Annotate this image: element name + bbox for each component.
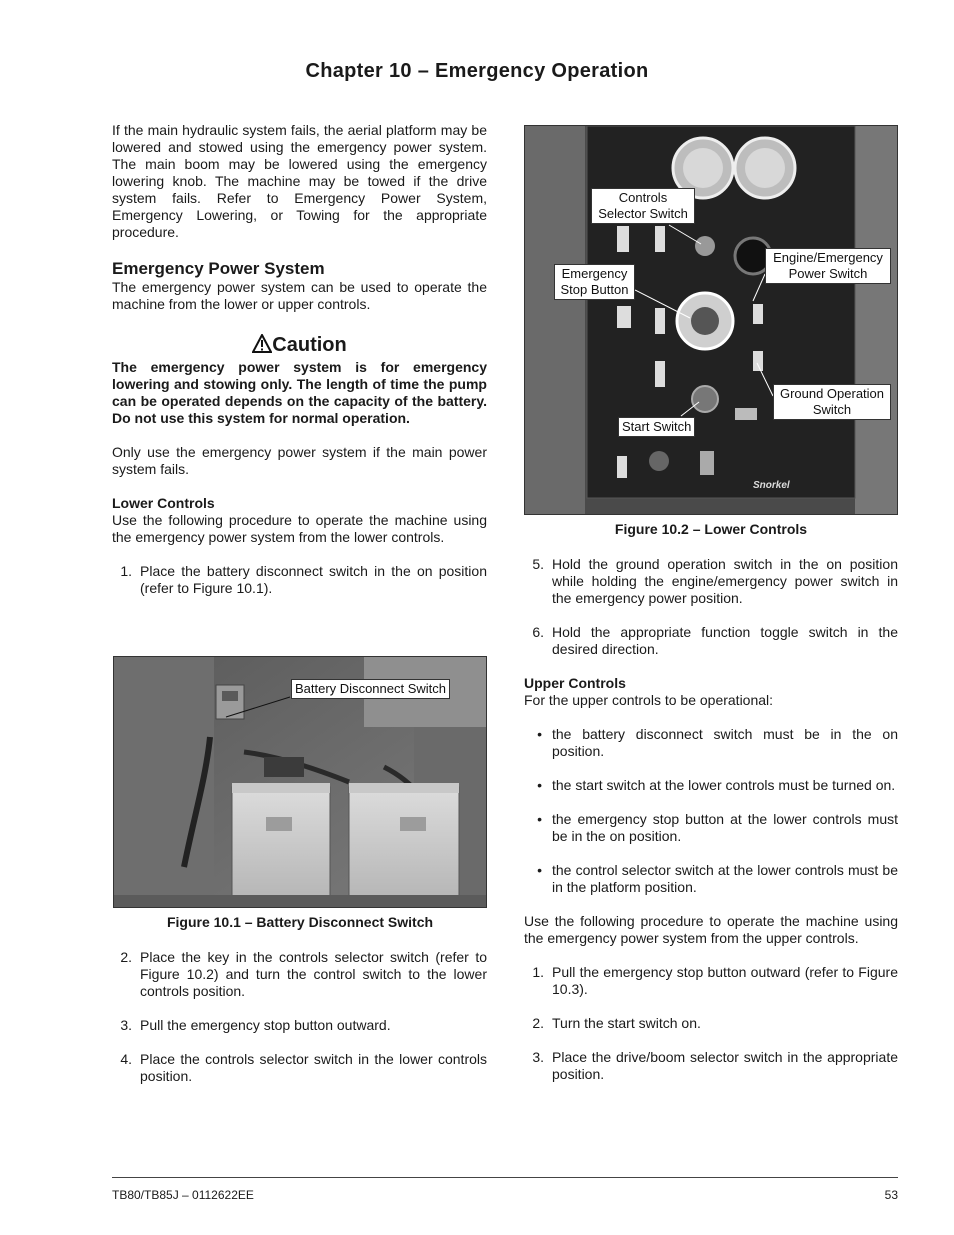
step-text: Turn the start switch on. bbox=[552, 1015, 701, 1031]
list-item bbox=[524, 964, 898, 998]
eps-heading: Emergency Power System bbox=[112, 259, 325, 278]
caution-label: Caution bbox=[272, 334, 347, 356]
snorkel-logo: Snorkel bbox=[753, 480, 790, 491]
step-number: 3. bbox=[532, 1049, 544, 1065]
step-number: 5. bbox=[532, 556, 544, 572]
upper-procedure-paragraph: Use the following procedure to operate the machine using the emergency power system from the upper controls. bbox=[524, 913, 898, 946]
footer-divider bbox=[112, 1177, 898, 1178]
warning-triangle-icon bbox=[252, 334, 272, 359]
list-item bbox=[112, 563, 487, 597]
callout-battery-disconnect: Battery Disconnect Switch bbox=[291, 679, 450, 699]
bullet-text: the battery disconnect switch must be in the on position. bbox=[552, 726, 898, 759]
lower-controls-heading: Lower Controls bbox=[112, 495, 215, 511]
battery-photo bbox=[113, 656, 487, 908]
step-text: Hold the appropriate function toggle switch in the desired direction. bbox=[552, 624, 898, 657]
bullet-text: the control selector switch at the lower controls must be in the platform position. bbox=[552, 862, 898, 895]
figure2-caption: Figure 10.2 – Lower Controls bbox=[614, 521, 808, 537]
figure1-caption: Figure 10.1 – Battery Disconnect Switch bbox=[166, 914, 434, 930]
list-item bbox=[524, 726, 898, 760]
callout-controls-selector: Controls Selector Switch bbox=[591, 188, 695, 224]
step-text: Place the drive/boom selector switch in the appropriate position. bbox=[552, 1049, 898, 1082]
step-text: Place the controls selector switch in the lower controls position. bbox=[140, 1051, 487, 1084]
list-item bbox=[112, 1017, 487, 1034]
lower-controls-photo bbox=[524, 125, 898, 515]
bullet-mark: • bbox=[537, 777, 542, 793]
bullet-mark: • bbox=[537, 862, 542, 878]
list-item bbox=[524, 862, 898, 896]
list-item bbox=[524, 777, 898, 794]
step-number: 1. bbox=[532, 964, 544, 980]
list-item bbox=[524, 811, 898, 845]
bullet-text: the start switch at the lower controls must be turned on. bbox=[552, 777, 896, 793]
callout-emergency-stop: Emergency Stop Button bbox=[554, 264, 635, 300]
eps-paragraph: The emergency power system can be used to operate the machine from the lower or upper controls. bbox=[112, 279, 487, 312]
right-column bbox=[524, 556, 898, 1083]
callout-engine-emergency: Engine/Emergency Power Switch bbox=[765, 248, 891, 284]
step-number: 6. bbox=[532, 624, 544, 640]
footer-document-id: TB80/TB85J – 0112622EE bbox=[112, 1188, 254, 1202]
upper-controls-heading: Upper Controls bbox=[524, 675, 626, 691]
callout-start-switch: Start Switch bbox=[618, 417, 695, 437]
list-item bbox=[524, 624, 898, 658]
list-item bbox=[112, 1051, 487, 1085]
upper-controls-intro: For the upper controls to be operational: bbox=[524, 692, 774, 708]
step-number: 3. bbox=[120, 1017, 132, 1033]
list-item bbox=[524, 556, 898, 607]
list-item bbox=[524, 1049, 898, 1083]
bullet-text: the emergency stop button at the lower controls must be in the on position. bbox=[552, 811, 898, 844]
step-number: 4. bbox=[120, 1051, 132, 1067]
caution-text: The emergency power system is for emergency lowering and stowing only. The length of time the pump can be operated depends on the capacity of the battery. Do not use this system for normal operation. bbox=[112, 359, 487, 426]
caution-heading bbox=[112, 333, 487, 359]
page-number: 53 bbox=[884, 1188, 898, 1202]
step-number: 1. bbox=[120, 563, 132, 579]
callout-ground-operation: Ground Operation Switch bbox=[773, 384, 891, 420]
list-item bbox=[524, 1015, 898, 1032]
lower-controls-paragraph: Use the following procedure to operate the machine using the emergency power system from the lower controls. bbox=[112, 512, 487, 545]
step-text: Pull the emergency stop button outward. bbox=[140, 1017, 391, 1033]
page-title: Chapter 10 – Emergency Operation bbox=[305, 60, 649, 82]
list-item bbox=[112, 949, 487, 1000]
only-use-paragraph: Only use the emergency power system if the main power system fails. bbox=[112, 444, 487, 477]
left-column bbox=[112, 122, 487, 597]
step-text: Place the key in the controls selector switch (refer to Figure 10.2) and turn the control switch to the lower controls position. bbox=[140, 949, 487, 999]
step-number: 2. bbox=[120, 949, 132, 965]
bullet-mark: • bbox=[537, 811, 542, 827]
left-steps bbox=[112, 949, 487, 1085]
step-text: Pull the emergency stop button outward (refer to Figure 10.3). bbox=[552, 964, 898, 997]
step-text: Place the battery disconnect switch in the on position (refer to Figure 10.1). bbox=[140, 563, 487, 596]
intro-paragraph: If the main hydraulic system fails, the aerial platform may be lowered and stowed using the emergency power system. The main boom may be lowered using the emergency lowering knob. The machine may be towed if the drive system fails. Refer to Emergency Power System, Emergency Lowering, or Towing for the appropriate procedure. bbox=[112, 122, 487, 240]
step-text: Hold the ground operation switch in the on position while holding the engine/emergency power switch in the emergency power position. bbox=[552, 556, 898, 606]
step-number: 2. bbox=[532, 1015, 544, 1031]
bullet-mark: • bbox=[537, 726, 542, 742]
